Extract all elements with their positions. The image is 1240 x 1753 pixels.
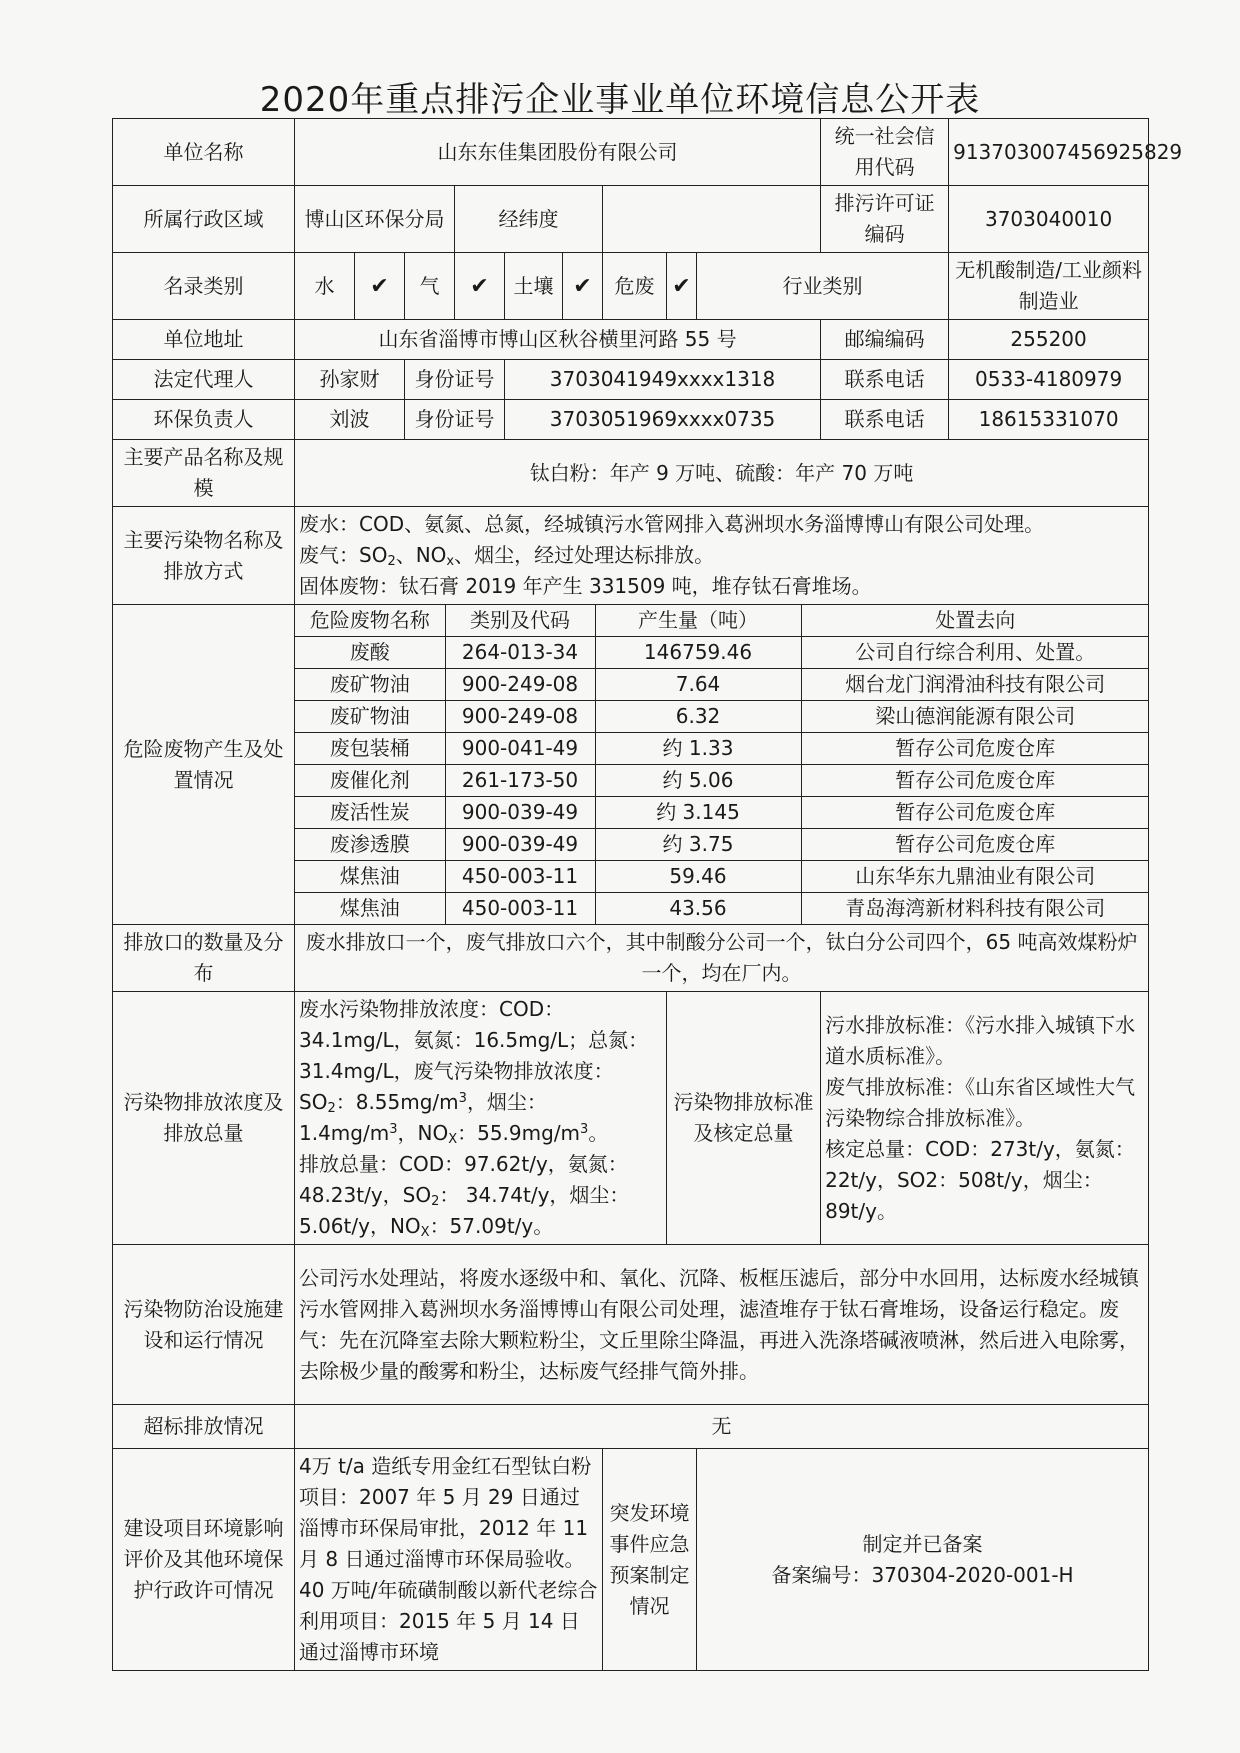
legal-id: 3703041949xxxx1318	[505, 360, 821, 400]
table-row	[295, 669, 1149, 701]
industry-label: 行业类别	[697, 253, 949, 320]
hazardous-name: 煤焦油	[295, 861, 445, 893]
pollutants-line-solid: 固体废物：钛石膏 2019 年产生 331509 吨，堆存钛石膏堆场。	[299, 574, 872, 598]
emergency-label: 突发环境事件应急预案制定情况	[603, 1449, 697, 1671]
lonlat-label: 经纬度	[455, 186, 603, 253]
hazardous-header: 产生量（吨）	[595, 605, 801, 637]
concentration-label: 污染物排放浓度及排放总量	[113, 992, 295, 1245]
hazardous-amount: 59.46	[595, 861, 801, 893]
table-row	[295, 765, 1149, 797]
emergency-record-no: 备案编号：370304-2020-001-H	[771, 1562, 1074, 1587]
check-icon: ✔	[667, 253, 697, 320]
hazardous-amount: 约 5.06	[595, 765, 801, 797]
hazardous-amount: 约 3.75	[595, 829, 801, 861]
check-icon: ✔	[355, 253, 405, 320]
hazardous-code: 264-013-34	[445, 637, 595, 669]
concentration-value	[295, 992, 667, 1245]
hazardous-name: 废活性炭	[295, 797, 445, 829]
standard-label: 污染物排放标准及核定总量	[667, 992, 821, 1245]
table-row	[295, 637, 1149, 669]
hazardous-name: 废包装桶	[295, 733, 445, 765]
hazardous-disposal: 暂存公司危废仓库	[801, 765, 1149, 797]
hazardous-amount: 43.56	[595, 893, 801, 925]
hazardous-code: 900-249-08	[445, 669, 595, 701]
category-air: 气	[405, 253, 455, 320]
hazardous-disposal: 公司自行综合利用、处置。	[801, 637, 1149, 669]
standard-value	[821, 992, 1149, 1245]
credit-code-label: 统一社会信用代码	[821, 119, 949, 186]
env-officer-id-label: 身份证号	[405, 400, 505, 440]
emergency-status: 制定并已备案	[862, 1531, 983, 1556]
facilities-value: 公司污水处理站，将废水逐级中和、氧化、沉降、板框压滤后，部分中水回用，达标废水经城镇污水管网排入葛洲坝水务淄博博山有限公司处理，滤渣堆存于钛石膏堆场，设备运行稳定。废气：先在沉降室去除大颗粒粉尘，文丘里除尘降温，再进入洗涤塔碱液喷淋，然后进入电除雾，去除极少量的酸雾和粉尘，达标废气经排气筒外排。	[295, 1245, 1149, 1405]
check-icon: ✔	[455, 253, 505, 320]
table-row	[295, 829, 1149, 861]
table-row	[295, 733, 1149, 765]
info-table	[112, 118, 1183, 1671]
hazardous-cell	[295, 605, 1149, 925]
permit-label: 排污许可证编码	[821, 186, 949, 253]
hazardous-header-row	[295, 605, 1149, 637]
hazardous-amount: 约 3.145	[595, 797, 801, 829]
lonlat-value	[603, 186, 821, 253]
unit-name: 山东东佳集团股份有限公司	[295, 119, 821, 186]
facilities-label: 污染物防治设施建设和运行情况	[113, 1245, 295, 1405]
postcode-label: 邮编编码	[821, 320, 949, 360]
industry-value: 无机酸制造/工业颜料制造业	[949, 253, 1149, 320]
postcode-value: 255200	[949, 320, 1149, 360]
eia-label: 建设项目环境影响评价及其他环境保护行政许可情况	[113, 1449, 295, 1671]
table-row	[295, 701, 1149, 733]
address-value: 山东省淄博市博山区秋谷横里河路 55 号	[295, 320, 821, 360]
category-water: 水	[295, 253, 355, 320]
legal-label: 法定代理人	[113, 360, 295, 400]
table-row	[295, 893, 1149, 925]
eia-value: 4万 t/a 造纸专用金红石型钛白粉项目：2007 年 5 月 29 日通过淄博市环保局审批，2012 年 11 月 8 日通过淄博市环保局验收。40 万吨/年硫磺制酸以新代老综合利用项目：2015 年 5 月 14 日通过淄博市环境	[295, 1449, 603, 1671]
hazardous-name: 废催化剂	[295, 765, 445, 797]
hazardous-code: 261-173-50	[445, 765, 595, 797]
pollutants-label: 主要污染物名称及排放方式	[113, 507, 295, 605]
address-label: 单位地址	[113, 320, 295, 360]
hazardous-code: 450-003-11	[445, 893, 595, 925]
category-hazwaste: 危废	[603, 253, 667, 320]
hazardous-disposal: 青岛海湾新材料科技有限公司	[801, 893, 1149, 925]
hazardous-disposal: 暂存公司危废仓库	[801, 829, 1149, 861]
credit-code: 913703007456925829	[949, 119, 1149, 186]
hazardous-code: 900-249-08	[445, 701, 595, 733]
hazardous-header: 危险废物名称	[295, 605, 445, 637]
hazardous-code: 450-003-11	[445, 861, 595, 893]
standard-water: 污水排放标准：《污水排入城镇下水道水质标准》。	[825, 1012, 1136, 1068]
hazardous-amount: 7.64	[595, 669, 801, 701]
hazardous-disposal: 山东华东九鼎油业有限公司	[801, 861, 1149, 893]
hazardous-code: 900-041-49	[445, 733, 595, 765]
concentration-total: 排放总量：COD：97.62t/y，氨氮：48.23t/y，$SO_2$： 34.74t/y，烟尘： 5.06t/y，$NO_X$：57.09t/y。	[299, 1152, 630, 1240]
concentration-rate: 废水污染物排放浓度：COD：34.1mg/L，氨氮：16.5mg/L；总氮：31.4mg/L，废气污染物排放浓度：$SO_2$：$8.55mg/m^3$，烟尘：$1.4mg/m^3$，$NO_X$：$55.9mg/m^3$。	[299, 997, 649, 1147]
pollutants-value	[295, 507, 1149, 605]
category-soil: 土壤	[505, 253, 563, 320]
hazardous-label: 危险废物产生及处置情况	[113, 605, 295, 925]
legal-name: 孙家财	[295, 360, 405, 400]
legal-phone-label: 联系电话	[821, 360, 949, 400]
hazardous-amount: 146759.46	[595, 637, 801, 669]
hazardous-name: 废矿物油	[295, 669, 445, 701]
table-row	[295, 861, 1149, 893]
hazardous-amount: 6.32	[595, 701, 801, 733]
hazardous-header: 类别及代码	[445, 605, 595, 637]
region-value: 博山区环保分局	[295, 186, 455, 253]
hazardous-code: 900-039-49	[445, 829, 595, 861]
table-row	[295, 797, 1149, 829]
outlets-label: 排放口的数量及分布	[113, 925, 295, 992]
hazardous-disposal: 烟台龙门润滑油科技有限公司	[801, 669, 1149, 701]
exceed-value: 无	[295, 1405, 1149, 1449]
unit-name-label: 单位名称	[113, 119, 295, 186]
legal-phone: 0533-4180979	[949, 360, 1149, 400]
standard-air: 废气排放标准：《山东省区域性大气污染物综合排放标准》。	[825, 1074, 1136, 1130]
outlets-value: 废水排放口一个，废气排放口六个，其中制酸分公司一个，钛白分公司四个，65 吨高效煤粉炉一个，均在厂内。	[295, 925, 1149, 992]
hazardous-name: 废矿物油	[295, 701, 445, 733]
env-officer-phone: 18615331070	[949, 400, 1149, 440]
products-value: 钛白粉：年产 9 万吨、硫酸：年产 70 万吨	[295, 440, 1149, 507]
exceed-label: 超标排放情况	[113, 1405, 295, 1449]
hazardous-disposal: 暂存公司危废仓库	[801, 797, 1149, 829]
page-title: 2020年重点排污企业事业单位环境信息公开表	[259, 80, 981, 120]
hazardous-disposal: 暂存公司危废仓库	[801, 733, 1149, 765]
standard-quota: 核定总量：COD：273t/y，氨氮：22t/y，SO2：508t/y，烟尘：89t/y。	[825, 1136, 1135, 1223]
env-officer-label: 环保负责人	[113, 400, 295, 440]
hazardous-table	[295, 605, 1149, 924]
region-label: 所属行政区域	[113, 186, 295, 253]
pollutants-line-water: 废水：COD、氨氮、总氮，经城镇污水管网排入葛洲坝水务淄博博山有限公司处理。	[299, 512, 1045, 536]
hazardous-amount: 约 1.33	[595, 733, 801, 765]
legal-id-label: 身份证号	[405, 360, 505, 400]
products-label: 主要产品名称及规模	[113, 440, 295, 507]
hazardous-disposal: 梁山德润能源有限公司	[801, 701, 1149, 733]
env-officer-name: 刘波	[295, 400, 405, 440]
category-label: 名录类别	[113, 253, 295, 320]
env-officer-phone-label: 联系电话	[821, 400, 949, 440]
hazardous-name: 废酸	[295, 637, 445, 669]
hazardous-name: 废渗透膜	[295, 829, 445, 861]
hazardous-header: 处置去向	[801, 605, 1149, 637]
permit-code: 3703040010	[949, 186, 1149, 253]
emergency-value	[697, 1449, 1149, 1671]
pollutants-line-air: 废气：$SO_2$、$NO_x$、烟尘，经过处理达标排放。	[299, 543, 715, 569]
hazardous-name: 煤焦油	[295, 893, 445, 925]
check-icon: ✔	[563, 253, 603, 320]
env-officer-id: 3703051969xxxx0735	[505, 400, 821, 440]
hazardous-code: 900-039-49	[445, 797, 595, 829]
